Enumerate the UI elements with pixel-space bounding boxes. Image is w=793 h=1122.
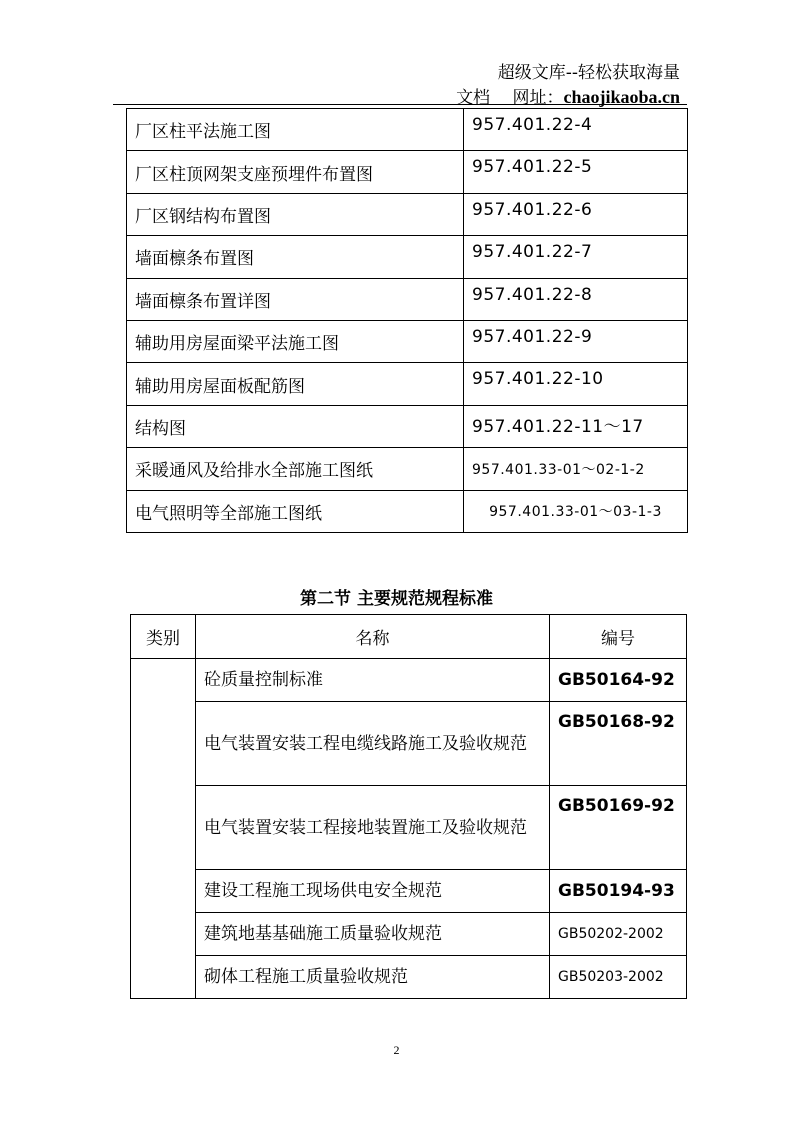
table-row [131, 659, 687, 702]
table-row [131, 870, 687, 913]
standard-name: 建设工程施工现场供电安全规范 [196, 870, 550, 913]
drawing-name: 墙面檩条布置详图 [127, 278, 464, 320]
table-row [127, 490, 688, 532]
table-row [131, 913, 687, 956]
table-row [127, 448, 688, 490]
standard-code: GB50194-93 [550, 870, 687, 913]
standard-code: GB50203-2002 [550, 956, 687, 999]
header-divider [113, 104, 687, 105]
drawing-code: 957.401.22-9 [464, 320, 688, 362]
drawing-name: 厂区柱平法施工图 [127, 109, 464, 151]
drawings-table [126, 108, 688, 533]
table-row [131, 702, 687, 786]
table-row [127, 320, 688, 362]
category-cell [131, 659, 196, 999]
table-row [127, 236, 688, 278]
standard-name: 电气装置安装工程电缆线路施工及验收规范 [196, 702, 550, 786]
header-name: 名称 [196, 615, 550, 659]
standards-table [130, 614, 687, 999]
table-row [127, 109, 688, 151]
drawing-code: 957.401.22-5 [464, 151, 688, 193]
drawing-code: 957.401.33-01～02-1-2 [464, 448, 688, 490]
drawing-code: 957.401.22-4 [464, 109, 688, 151]
table-row [127, 278, 688, 320]
section-title: 第二节 主要规范规程标准 [300, 589, 493, 609]
header-url[interactable]: chaojikaoba.cn [563, 87, 680, 107]
drawing-code: 957.401.22-10 [464, 363, 688, 405]
table-row [131, 956, 687, 999]
header-line1: 超级文库--轻松获取海量 [497, 63, 680, 83]
standard-code: GB50164-92 [550, 659, 687, 702]
table-row [127, 363, 688, 405]
drawing-code: 957.401.22-7 [464, 236, 688, 278]
standard-name: 建筑地基基础施工质量验收规范 [196, 913, 550, 956]
drawing-name: 电气照明等全部施工图纸 [127, 490, 464, 532]
standard-name: 电气装置安装工程接地装置施工及验收规范 [196, 786, 550, 870]
drawing-name: 辅助用房屋面梁平法施工图 [127, 320, 464, 362]
table-row [131, 786, 687, 870]
drawing-name: 厂区钢结构布置图 [127, 193, 464, 235]
drawing-code: 957.401.33-01～03-1-3 [464, 490, 688, 532]
table-row [127, 151, 688, 193]
header-prefix: 文档 网址： [456, 88, 564, 108]
drawing-name: 厂区柱顶网架支座预埋件布置图 [127, 151, 464, 193]
standard-code: GB50169-92 [550, 786, 687, 870]
header-code: 编号 [550, 615, 687, 659]
standard-code: GB50168-92 [550, 702, 687, 786]
standard-name: 砼质量控制标准 [196, 659, 550, 702]
table-row [127, 193, 688, 235]
table-row [127, 405, 688, 447]
header-category: 类别 [131, 615, 196, 659]
drawing-name: 结构图 [127, 405, 464, 447]
drawing-code: 957.401.22-11～17 [464, 405, 688, 447]
standard-name: 砌体工程施工质量验收规范 [196, 956, 550, 999]
drawing-name: 墙面檩条布置图 [127, 236, 464, 278]
drawing-name: 辅助用房屋面板配筋图 [127, 363, 464, 405]
drawing-name: 采暖通风及给排水全部施工图纸 [127, 448, 464, 490]
drawing-code: 957.401.22-6 [464, 193, 688, 235]
standard-code: GB50202-2002 [550, 913, 687, 956]
drawing-code: 957.401.22-8 [464, 278, 688, 320]
table-header-row [131, 615, 687, 659]
page-number: 2 [393, 1043, 400, 1057]
